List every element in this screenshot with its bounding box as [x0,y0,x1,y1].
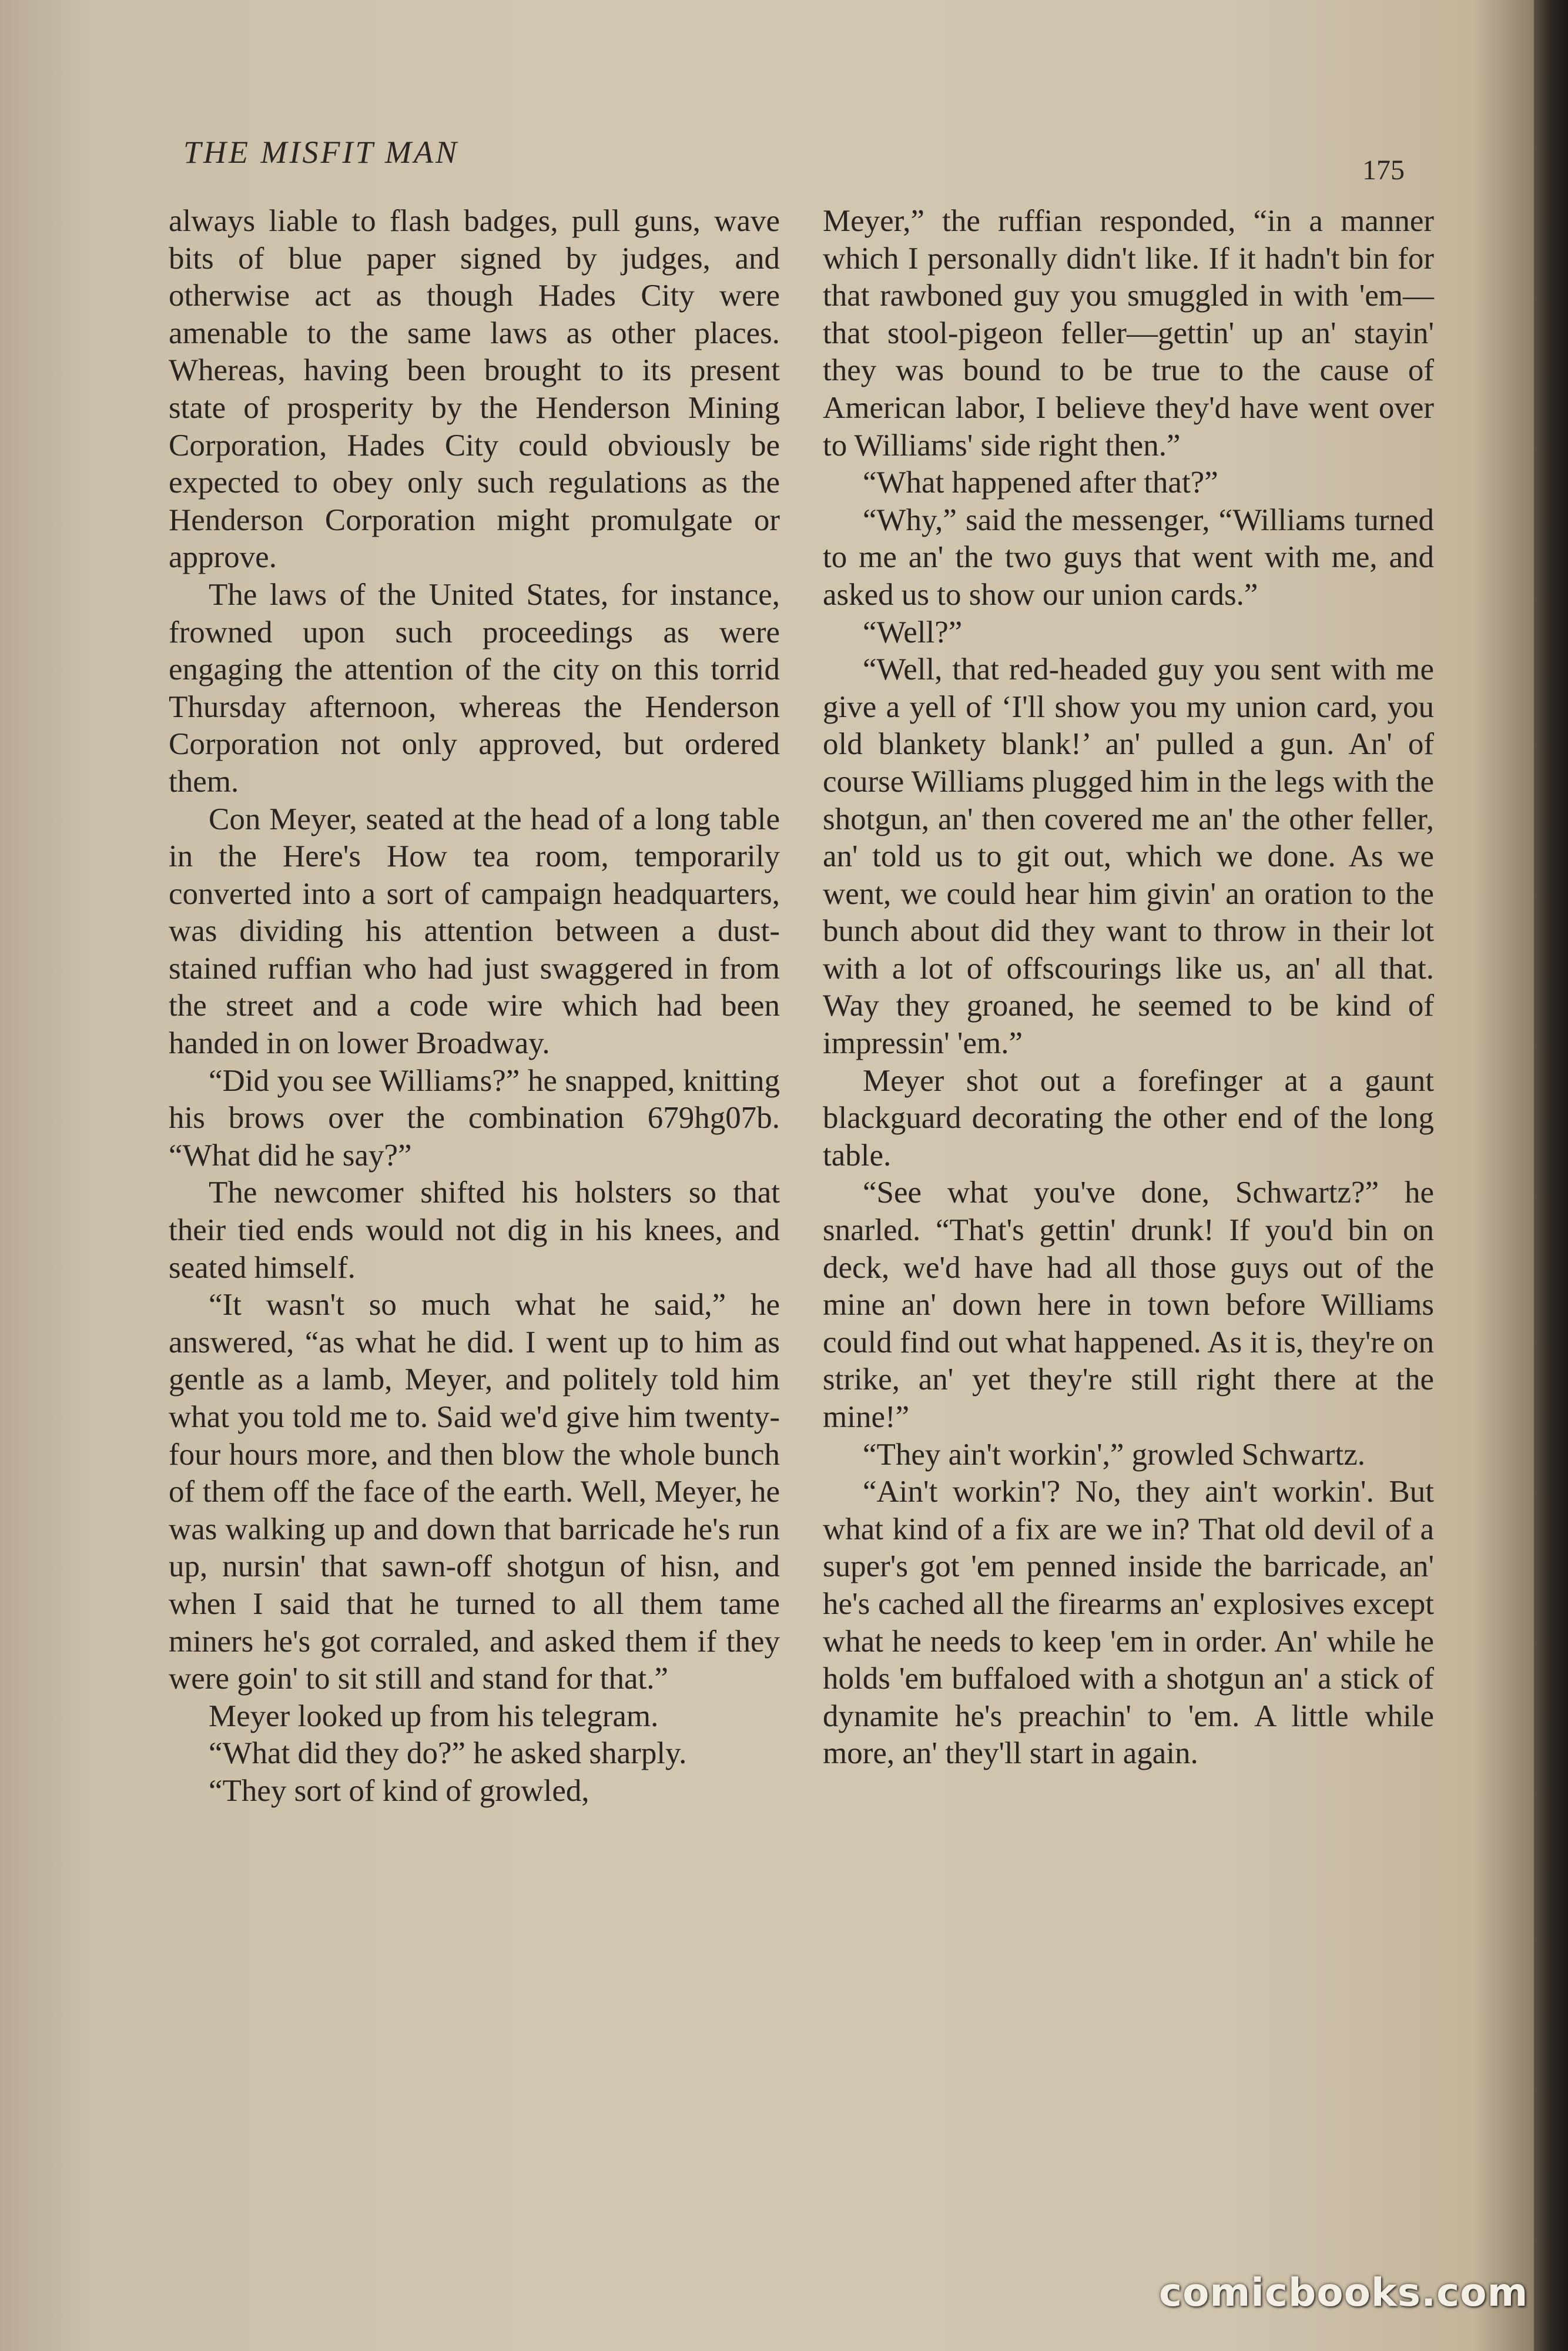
paragraph: Meyer looked up from his telegram. [209,1699,659,1733]
paragraph: always liable to flash badges, pull guns, wave bits of blue paper signed by judges, and otherwise act as though Hades City were amenable to the same laws as other places. Whereas, having been brought to its present state of prosperity by the Henderson Mining Corporation, Hades City could obviously be expected to obey only such regulations as the Henderson Corporation might promulgate or approve. [169,204,780,575]
paragraph: “See what you've done, Schwartz?” he snarled. “That's gettin' drunk! If you'd bin on deck, we'd have had all those guys out of the mine an' down here in town before Williams could find out what happened. As it is, they're on strike, an' yet they're still right there at the mine!” [823,1176,1434,1434]
page-number: 175 [1362,155,1405,186]
paragraph: “Well?” [863,615,963,649]
paragraph: “It wasn't so much what he said,” he answered, “as what he did. I went up to him as gentle as a lamb, Meyer, and politely told him what you told me to. Said we'd give him twenty-four hours more, and then blow the whole bunch of them off the face of the earth. Well, Meyer, he was walking up and down that barricade he's run up, nursin' that sawn-off shotgun of hisn, and when I said that he turned to all them tame miners he's got corraled, and asked them if they were goin' to sit still and stand for that.” [169,1288,780,1696]
paragraph: The laws of the United States, for instance, frowned upon such proceedings as were engaging the attention of the city on this torrid Thursday afternoon, whereas the Henderson Corporation not only approved, but ordered them. [169,577,780,799]
paragraph: Meyer,” the ruffian responded, “in a manner which I personally didn't like. If it hadn't bin for that rawboned guy you smuggled in with 'em—that stool-pigeon feller—gettin' up an' stayin' they was bound to be true to the cause of American labor, I believe they'd have went over to Williams' side right then.” [823,204,1434,463]
left-column [169,203,780,1810]
paragraph: “Why,” said the messenger, “Williams turned to me an' the two guys that went with me, and asked us to show our union cards.” [823,503,1434,612]
paragraph: “What did they do?” he asked sharply. [209,1736,687,1771]
paragraph: “Well, that red-headed guy you sent with me give a yell of ‘I'll show you my union card, you old blankety blank!’ an' pulled a gun. An' of course Williams plugged him in the legs with the shotgun, an' then covered me an' the other feller, an' told us to git out, which we done. As we went, we could hear him givin' an oration to the bunch about did they want to throw in their lot with a lot of offscourings like us, an' all that. Way they groaned, he seemed to be kind of impressin' 'em.” [823,652,1434,1061]
paragraph: The newcomer shifted his holsters so that their tied ends would not dig in his knees, and seated himself. [169,1176,780,1285]
paragraph: “They ain't workin',” growled Schwartz. [863,1437,1366,1472]
watermark: comicbooks.com [1159,2270,1529,2315]
paragraph: “They sort of kind of growled, [209,1773,589,1808]
page-binding-edge [1534,0,1568,2351]
paragraph: Meyer shot out a forefinger at a gaunt blackguard decorating the other end of the long table. [823,1063,1434,1173]
paragraph: “Did you see Williams?” he snapped, knitting his brows over the combination 679hg07b. “What did he say?” [169,1063,780,1173]
paragraph: “What happened after that?” [863,465,1218,500]
paragraph: “Ain't workin'? No, they ain't workin'. But what kind of a fix are we in? That old devil of a super's got 'em penned inside the barricade, an' he's cached all the firearms an' explosives except what he needs to keep 'em in order. An' while he holds 'em buffaloed with a shotgun an' a stick of dynamite he's preachin' to 'em. A little while more, an' they'll start in again. [823,1475,1434,1771]
paragraph: Con Meyer, seated at the head of a long table in the Here's How tea room, temporarily converted into a sort of campaign headquarters, was dividing his attention between a dust-stained ruffian who had just swaggered in from the street and a code wire which had been handed in on lower Broadway. [169,802,780,1061]
right-column [823,203,1434,1773]
running-head: THE MISFIT MAN [183,135,459,170]
